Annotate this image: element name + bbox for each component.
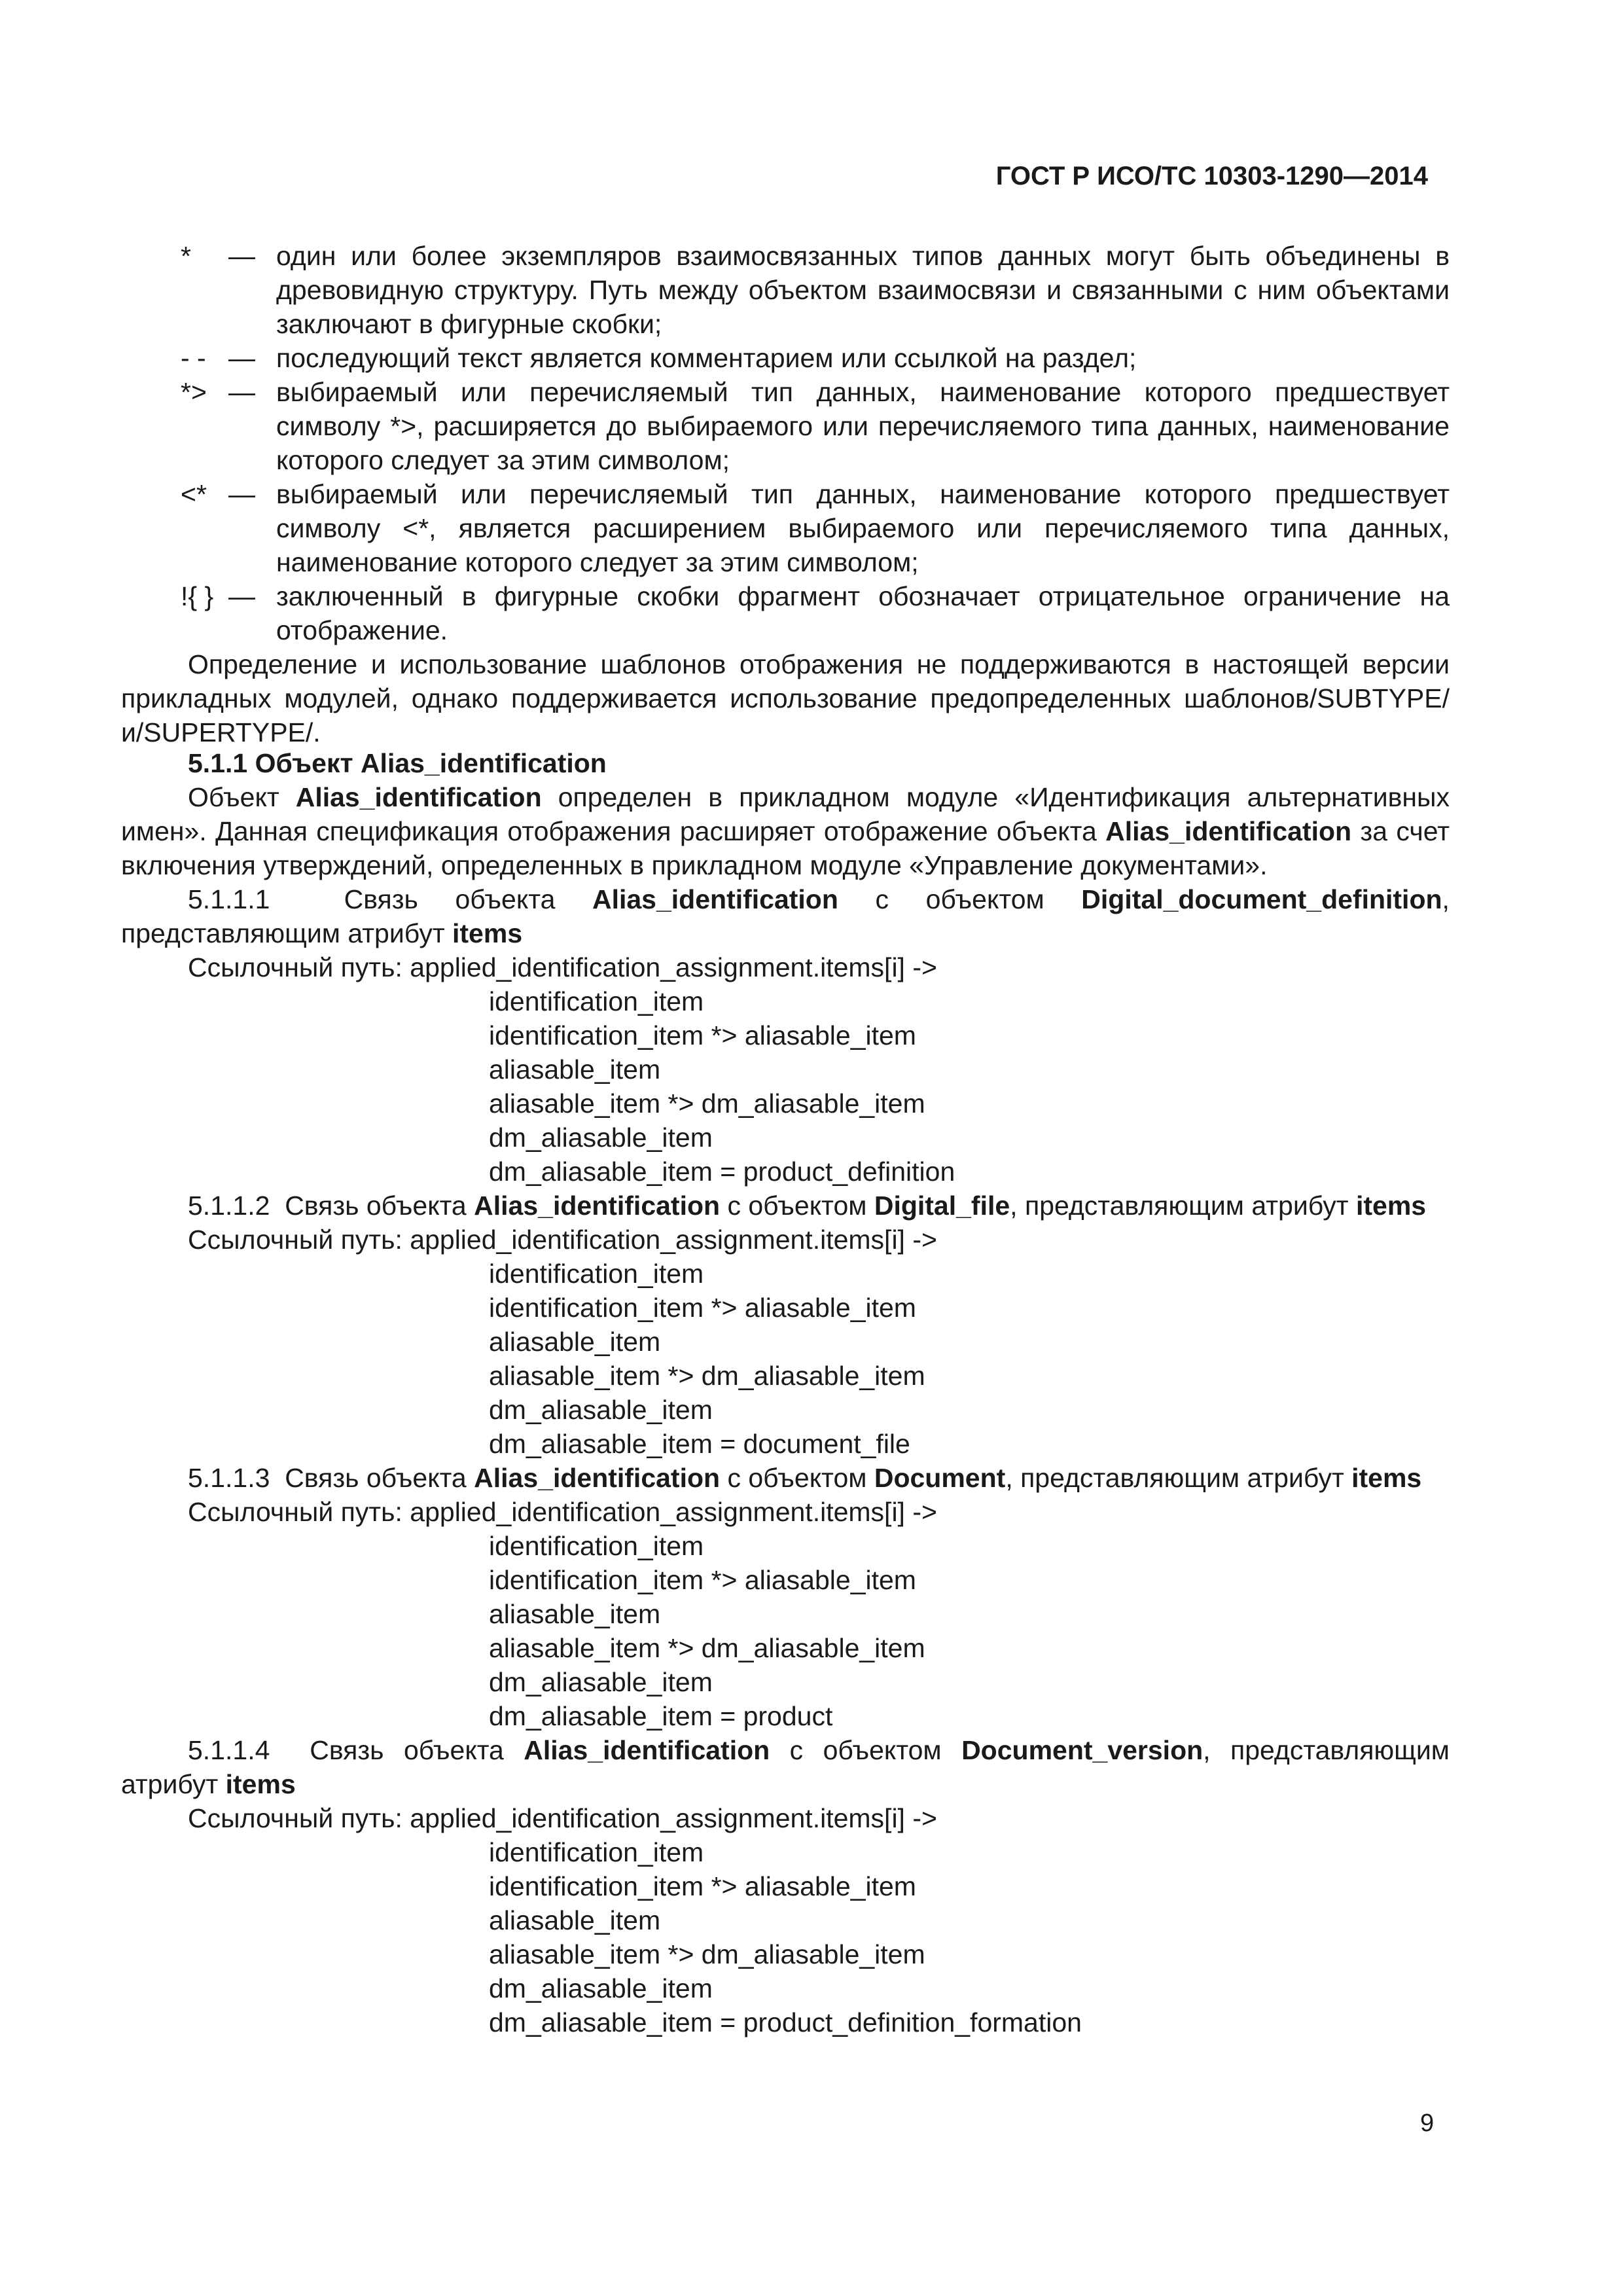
path-line: dm_aliasable_item [489, 1395, 713, 1425]
symbol-row [121, 579, 1450, 647]
path-line: identification_item [489, 1531, 704, 1561]
symbol: *> [181, 377, 207, 407]
path-line: dm_aliasable_item = document_file [489, 1429, 910, 1459]
symbol: !{ } [181, 581, 214, 611]
symbol-row [121, 341, 1450, 375]
path-line: identification_item [489, 1259, 704, 1289]
symbol-description: последующий текст является комментарием или ссылкой на раздел; [276, 343, 1137, 373]
symbol-row [121, 477, 1450, 579]
path-line: identification_item *> aliasable_item [489, 1871, 916, 1901]
symbol-row [121, 375, 1450, 477]
path-line: aliasable_item *> dm_aliasable_item [489, 1633, 925, 1663]
em-dash: — [228, 479, 255, 509]
path-label: Ссылочный путь: applied_identification_assignment.items[i] -> [188, 1497, 937, 1527]
standard-header: ГОСТ Р ИСО/ТС 10303-1290—2014 [995, 162, 1428, 190]
reference-path [121, 1801, 1450, 2039]
path-line: aliasable_item [489, 1599, 661, 1629]
symbol-description: выбираемый или перечисляемый тип данных, наименование которого предшествует символу <*, является расширением выбираемого или перечисляемого типа данных, наименование которого следует за этим символом; [276, 479, 1450, 577]
section-heading: 5.1.1 Объект Alias_identification [188, 748, 607, 778]
symbol: * [181, 241, 191, 271]
symbol: - - [181, 343, 206, 373]
section-body [121, 746, 1450, 2039]
page-number: 9 [1420, 2109, 1435, 2137]
path-line: aliasable_item [489, 1054, 661, 1085]
path-line: dm_aliasable_item [489, 1667, 713, 1697]
section-paragraph: Объект Alias_identification определен в прикладном модуле «Идентификация альтернативных имен». Данная спецификация отображения расширяет отображение объекта Alias_identification за счет включения утверждений, определенных в прикладном модуле «Управление документами». [121, 782, 1450, 880]
subsection-heading: 5.1.1.3 Связь объекта Alias_identification с объектом Document, представляющим атрибут items [188, 1463, 1422, 1493]
symbol-description: выбираемый или перечисляемый тип данных, наименование которого предшествует символу *>, расширяется до выбираемого или перечисляемого типа данных, наименование которого следует за этим символом; [276, 377, 1450, 475]
subsection-heading: 5.1.1.2 Связь объекта Alias_identification с объектом Digital_file, представляющим атрибут items [188, 1191, 1427, 1221]
path-line: dm_aliasable_item = product_definition_formation [489, 2007, 1082, 2037]
subsection-heading: 5.1.1.1 Связь объекта Alias_identification с объектом Digital_document_definition, представляющим атрибут items [121, 884, 1450, 948]
symbol-description: заключенный в фигурные скобки фрагмент обозначает отрицательное ограничение на отображение. [276, 581, 1450, 645]
path-line: aliasable_item *> dm_aliasable_item [489, 1361, 925, 1391]
path-line: identification_item *> aliasable_item [489, 1020, 916, 1050]
path-label: Ссылочный путь: applied_identification_assignment.items[i] -> [188, 1803, 937, 1833]
path-line: dm_aliasable_item [489, 1122, 713, 1153]
path-line: identification_item [489, 1837, 704, 1867]
reference-path [121, 950, 1450, 1189]
path-line: dm_aliasable_item [489, 1973, 713, 2003]
em-dash: — [228, 343, 255, 373]
em-dash: — [228, 581, 255, 611]
path-line: aliasable_item *> dm_aliasable_item [489, 1088, 925, 1119]
path-line: aliasable_item [489, 1905, 661, 1935]
path-label: Ссылочный путь: applied_identification_assignment.items[i] -> [188, 1225, 937, 1255]
reference-path [121, 1495, 1450, 1733]
path-line: identification_item *> aliasable_item [489, 1293, 916, 1323]
path-line: identification_item *> aliasable_item [489, 1565, 916, 1595]
em-dash: — [228, 377, 255, 407]
path-line: aliasable_item [489, 1327, 661, 1357]
reference-path [121, 1223, 1450, 1461]
symbol: <* [181, 479, 207, 509]
em-dash: — [228, 241, 255, 271]
symbol-row [121, 239, 1450, 341]
path-line: dm_aliasable_item = product [489, 1701, 833, 1731]
subsection-heading: 5.1.1.4 Связь объекта Alias_identification с объектом Document_version, представляющим атрибут items [121, 1735, 1450, 1799]
path-line: aliasable_item *> dm_aliasable_item [489, 1939, 925, 1969]
path-line: identification_item [489, 986, 704, 1016]
path-line: dm_aliasable_item = product_definition [489, 1157, 955, 1187]
symbol-description: один или более экземпляров взаимосвязанных типов данных могут быть объединены в древовидную структуру. Путь между объектом взаимосвязи и связанными с ним объектами заключают в фигурные скобки; [276, 241, 1450, 339]
path-label: Ссылочный путь: applied_identification_assignment.items[i] -> [188, 952, 937, 982]
symbol-legend [121, 239, 1450, 749]
intro-paragraph: Определение и использование шаблонов отображения не поддерживаются в настоящей версии прикладных модулей, однако поддерживается использование предопределенных шаблонов/SUBTYPE/и/SUPERTYPE/. [121, 649, 1450, 747]
